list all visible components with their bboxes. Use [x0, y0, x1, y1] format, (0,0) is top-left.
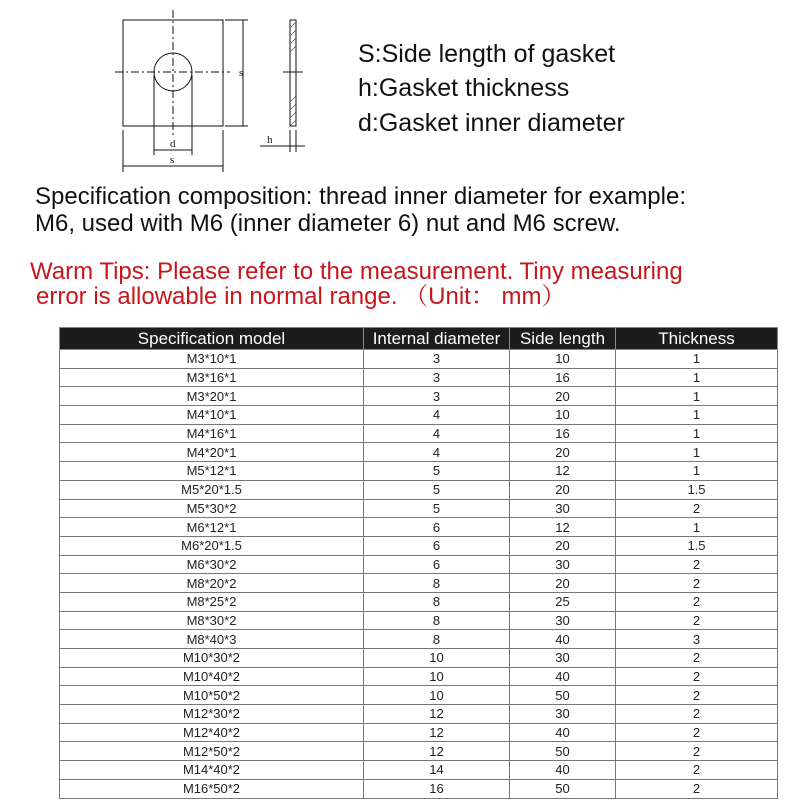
cell-internal-diameter: 8 — [364, 574, 510, 593]
cell-thickness: 2 — [616, 723, 778, 742]
cell-side-length: 20 — [510, 387, 616, 406]
cell-side-length: 50 — [510, 742, 616, 761]
cell-side-length: 12 — [510, 518, 616, 537]
cell-side-length: 10 — [510, 406, 616, 425]
cell-internal-diameter: 4 — [364, 406, 510, 425]
cell-model: M14*40*2 — [60, 761, 364, 780]
cell-model: M6*30*2 — [60, 555, 364, 574]
spec-line-2: M6, used with M6 (inner diameter 6) nut and M6 screw. — [35, 210, 621, 237]
cell-thickness: 2 — [616, 574, 778, 593]
legend-inner-diameter: d:Gasket inner diameter — [358, 109, 625, 137]
cell-side-length: 20 — [510, 443, 616, 462]
cell-model: M3*20*1 — [60, 387, 364, 406]
cell-thickness: 2 — [616, 499, 778, 518]
cell-model: M10*50*2 — [60, 686, 364, 705]
gasket-side — [290, 20, 296, 126]
cell-thickness: 2 — [616, 742, 778, 761]
cell-thickness: 1 — [616, 368, 778, 387]
cell-side-length: 20 — [510, 574, 616, 593]
cell-model: M4*16*1 — [60, 424, 364, 443]
header-thickness: Thickness — [616, 328, 778, 350]
table-row — [60, 705, 778, 724]
cell-side-length: 30 — [510, 499, 616, 518]
cell-side-length: 40 — [510, 630, 616, 649]
cell-model: M4*20*1 — [60, 443, 364, 462]
cell-internal-diameter: 6 — [364, 518, 510, 537]
table-row — [60, 779, 778, 798]
cell-side-length: 40 — [510, 723, 616, 742]
spec-table — [59, 327, 778, 799]
cell-internal-diameter: 3 — [364, 350, 510, 369]
table-row — [60, 518, 778, 537]
cell-model: M12*30*2 — [60, 705, 364, 724]
cell-internal-diameter: 4 — [364, 443, 510, 462]
cell-side-length: 30 — [510, 649, 616, 668]
cell-internal-diameter: 6 — [364, 555, 510, 574]
cell-side-length: 25 — [510, 592, 616, 611]
table-row — [60, 368, 778, 387]
cell-side-length: 30 — [510, 705, 616, 724]
cell-internal-diameter: 14 — [364, 761, 510, 780]
cell-side-length: 20 — [510, 536, 616, 555]
cell-internal-diameter: 10 — [364, 667, 510, 686]
cell-thickness: 2 — [616, 555, 778, 574]
cell-side-length: 16 — [510, 368, 616, 387]
cell-model: M16*50*2 — [60, 779, 364, 798]
cell-side-length: 10 — [510, 350, 616, 369]
cell-internal-diameter: 16 — [364, 779, 510, 798]
cell-internal-diameter: 12 — [364, 742, 510, 761]
cell-thickness: 2 — [616, 667, 778, 686]
table-row — [60, 723, 778, 742]
cell-side-length: 30 — [510, 611, 616, 630]
cell-model: M12*50*2 — [60, 742, 364, 761]
table-row — [60, 536, 778, 555]
cell-model: M8*25*2 — [60, 592, 364, 611]
cell-model: M12*40*2 — [60, 723, 364, 742]
cell-internal-diameter: 8 — [364, 592, 510, 611]
table-row — [60, 406, 778, 425]
cell-side-length: 16 — [510, 424, 616, 443]
warm-tips-line-2: error is allowable in normal range. （Unit： mm） — [36, 283, 566, 310]
cell-model: M10*30*2 — [60, 649, 364, 668]
cell-model: M5*20*1.5 — [60, 480, 364, 499]
cell-thickness: 1 — [616, 518, 778, 537]
cell-internal-diameter: 6 — [364, 536, 510, 555]
table-row — [60, 592, 778, 611]
cell-internal-diameter: 3 — [364, 368, 510, 387]
table-row — [60, 462, 778, 481]
table-row — [60, 387, 778, 406]
cell-internal-diameter: 12 — [364, 705, 510, 724]
table-row — [60, 443, 778, 462]
cell-thickness: 2 — [616, 779, 778, 798]
cell-internal-diameter: 10 — [364, 649, 510, 668]
cell-internal-diameter: 12 — [364, 723, 510, 742]
cell-thickness: 2 — [616, 649, 778, 668]
cell-model: M8*20*2 — [60, 574, 364, 593]
cell-internal-diameter: 5 — [364, 462, 510, 481]
table-row — [60, 499, 778, 518]
warm-tips-line-1: Warm Tips: Please refer to the measurement. Tiny measuring — [30, 258, 683, 285]
cell-thickness: 1.5 — [616, 480, 778, 499]
label-d: d — [170, 138, 176, 150]
cell-model: M8*40*3 — [60, 630, 364, 649]
table-row — [60, 649, 778, 668]
label-s-bottom: s — [170, 154, 175, 166]
spec-line-1: Specification composition: thread inner diameter for example: — [35, 183, 686, 210]
cell-thickness: 2 — [616, 686, 778, 705]
table-row — [60, 742, 778, 761]
cell-model: M10*40*2 — [60, 667, 364, 686]
cell-internal-diameter: 4 — [364, 424, 510, 443]
cell-model: M5*30*2 — [60, 499, 364, 518]
label-s-side: s — [239, 67, 244, 79]
cell-thickness: 1 — [616, 350, 778, 369]
cell-side-length: 30 — [510, 555, 616, 574]
cell-internal-diameter: 10 — [364, 686, 510, 705]
cell-thickness: 1 — [616, 462, 778, 481]
cell-thickness: 3 — [616, 630, 778, 649]
table-row — [60, 667, 778, 686]
table-row — [60, 574, 778, 593]
cell-side-length: 20 — [510, 480, 616, 499]
cell-thickness: 1 — [616, 406, 778, 425]
table-row — [60, 480, 778, 499]
table-row — [60, 555, 778, 574]
cell-internal-diameter: 5 — [364, 480, 510, 499]
cell-side-length: 12 — [510, 462, 616, 481]
cell-thickness: 2 — [616, 592, 778, 611]
cell-internal-diameter: 5 — [364, 499, 510, 518]
cell-thickness: 2 — [616, 761, 778, 780]
cell-model: M3*10*1 — [60, 350, 364, 369]
legend-thickness: h:Gasket thickness — [358, 74, 570, 102]
cell-thickness: 1 — [616, 424, 778, 443]
cell-internal-diameter: 8 — [364, 611, 510, 630]
cell-model: M3*16*1 — [60, 368, 364, 387]
table-row — [60, 350, 778, 369]
table-row — [60, 761, 778, 780]
cell-thickness: 1 — [616, 387, 778, 406]
header-model: Specification model — [60, 328, 364, 350]
cell-model: M4*10*1 — [60, 406, 364, 425]
table-row — [60, 611, 778, 630]
cell-side-length: 40 — [510, 667, 616, 686]
cell-internal-diameter: 8 — [364, 630, 510, 649]
table-row — [60, 630, 778, 649]
cell-side-length: 50 — [510, 686, 616, 705]
table-row — [60, 686, 778, 705]
cell-thickness: 1 — [616, 443, 778, 462]
cell-thickness: 2 — [616, 705, 778, 724]
header-side-length: Side length — [510, 328, 616, 350]
header-internal-diameter: Internal diameter — [364, 328, 510, 350]
gasket-diagram — [100, 0, 340, 180]
cell-model: M8*30*2 — [60, 611, 364, 630]
cell-side-length: 40 — [510, 761, 616, 780]
table-row — [60, 424, 778, 443]
cell-model: M5*12*1 — [60, 462, 364, 481]
label-h: h — [267, 134, 273, 146]
cell-thickness: 2 — [616, 611, 778, 630]
cell-internal-diameter: 3 — [364, 387, 510, 406]
cell-thickness: 1.5 — [616, 536, 778, 555]
cell-model: M6*12*1 — [60, 518, 364, 537]
cell-model: M6*20*1.5 — [60, 536, 364, 555]
cell-side-length: 50 — [510, 779, 616, 798]
legend-side-length: S:Side length of gasket — [358, 40, 616, 68]
